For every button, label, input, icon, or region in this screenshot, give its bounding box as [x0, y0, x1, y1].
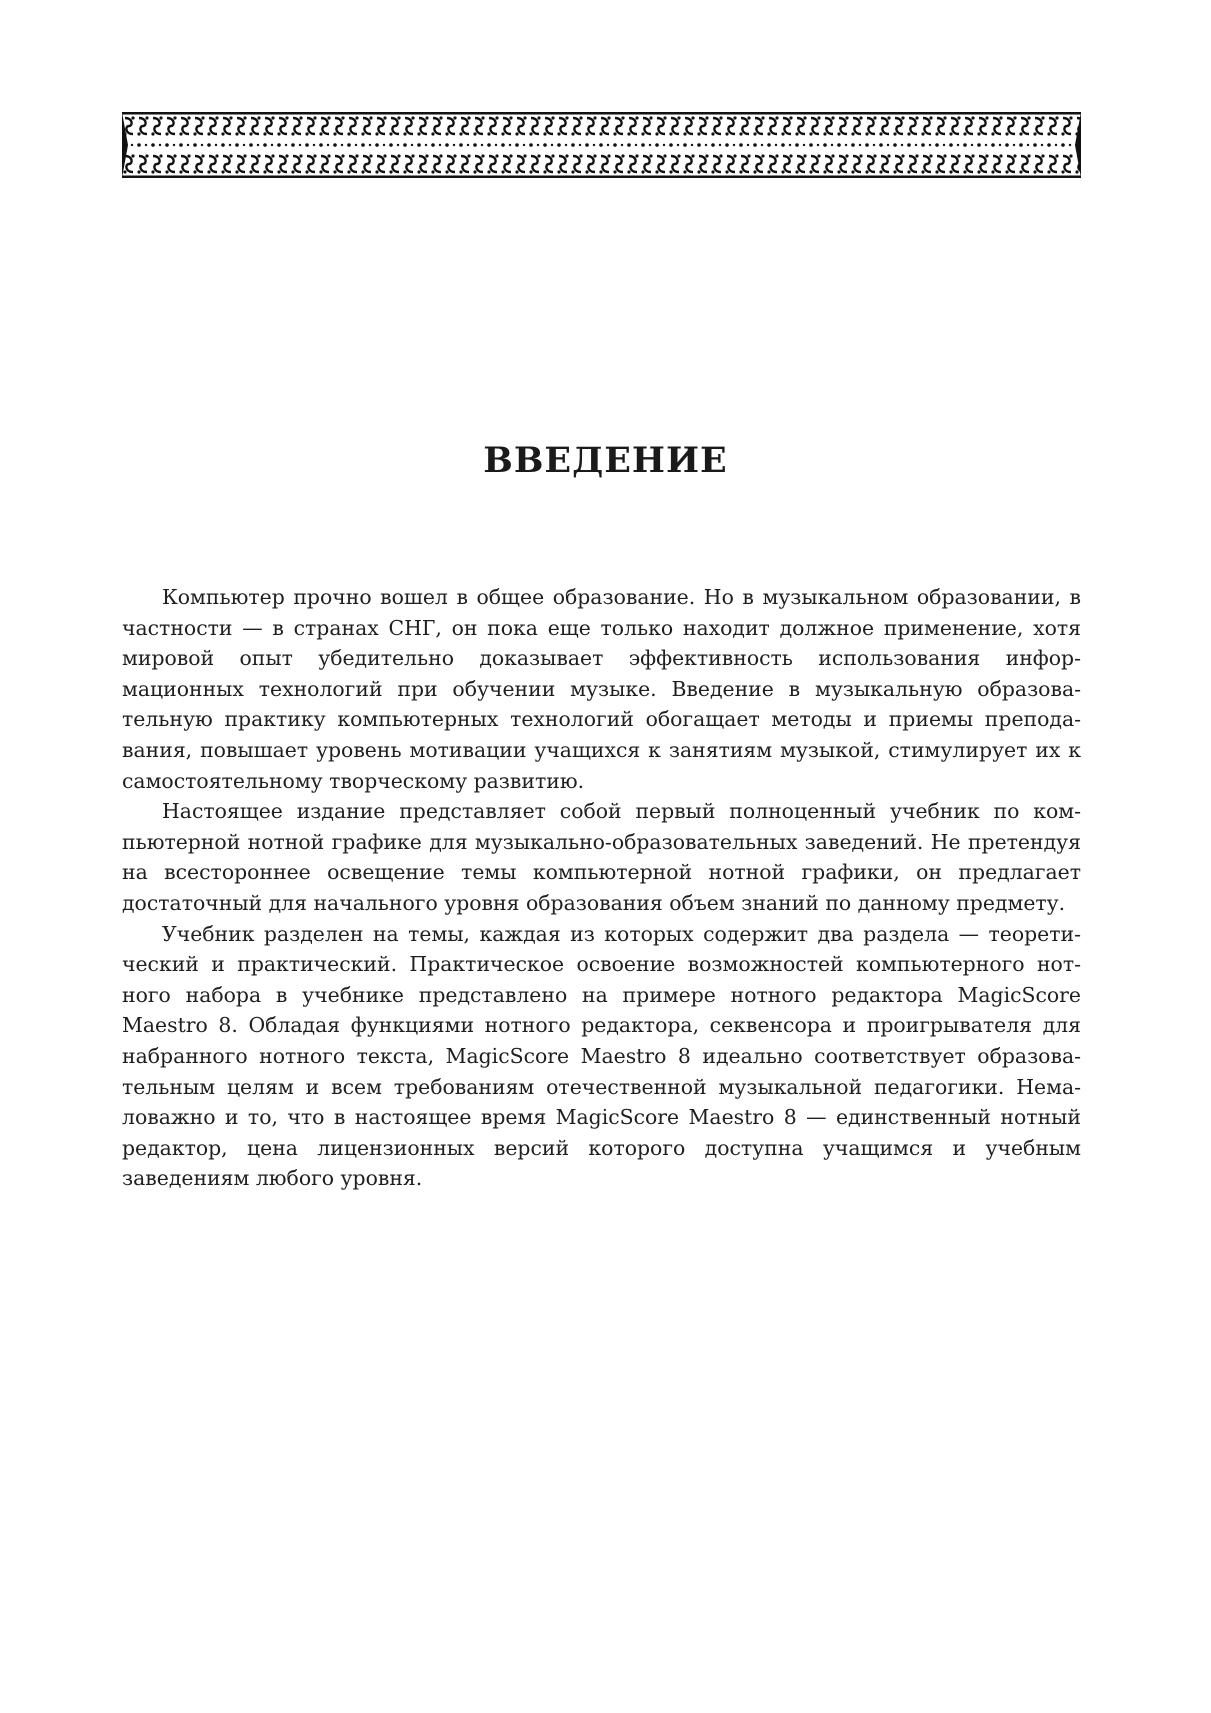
intro-body [122, 582, 1081, 1194]
ornamental-border-band [122, 112, 1081, 178]
paragraph: Настоящее издание представляет собой первый полноценный учебник по компьютерной нотной графике для музыкально-образовательных заведений. Не претендуя на всестороннее освещение темы компьютерной нотной графики, он предлагает достаточный для начального уровня образования объем знаний по данному предмету. [122, 799, 1081, 915]
paragraph: Компьютер прочно вошел в общее образование. Но в музыкальном образовании, в частности — в странах СНГ, он пока еще только находит должное применение, хотя мировой опыт убедительно доказывает эффективность использования информационных технологий при обучении музыке. Введение в музыкальную образовательную практику компьютерных технологий обогащает методы и приемы преподавания, повышает уровень мотивации учащихся к занятиям музыкой, стимулирует их к самостоятельному творческому развитию. [122, 585, 1081, 793]
paragraph: Учебник разделен на темы, каждая из которых содержит два раздела — теоретический и практический. Практическое освоение возможностей компьютерного нотного набора в учебнике представлено на примере нотного редактора MagicScore Maestro 8. Обладая функциями нотного редактора, секвенсора и проигрывателя для набранного нотного текста, MagicScore Maestro 8 идеально соответствует образовательным целям и всем требованиям отечественной музыкальной педагогики. Немаловажно и то, что в настоящее время MagicScore Maestro 8 — единственный нотный редактор, цена лицензионных версий которого доступна учащимся и учебным заведениям любого уровня. [122, 921, 1081, 1191]
page-title: ВВЕДЕНИЕ [483, 440, 728, 481]
